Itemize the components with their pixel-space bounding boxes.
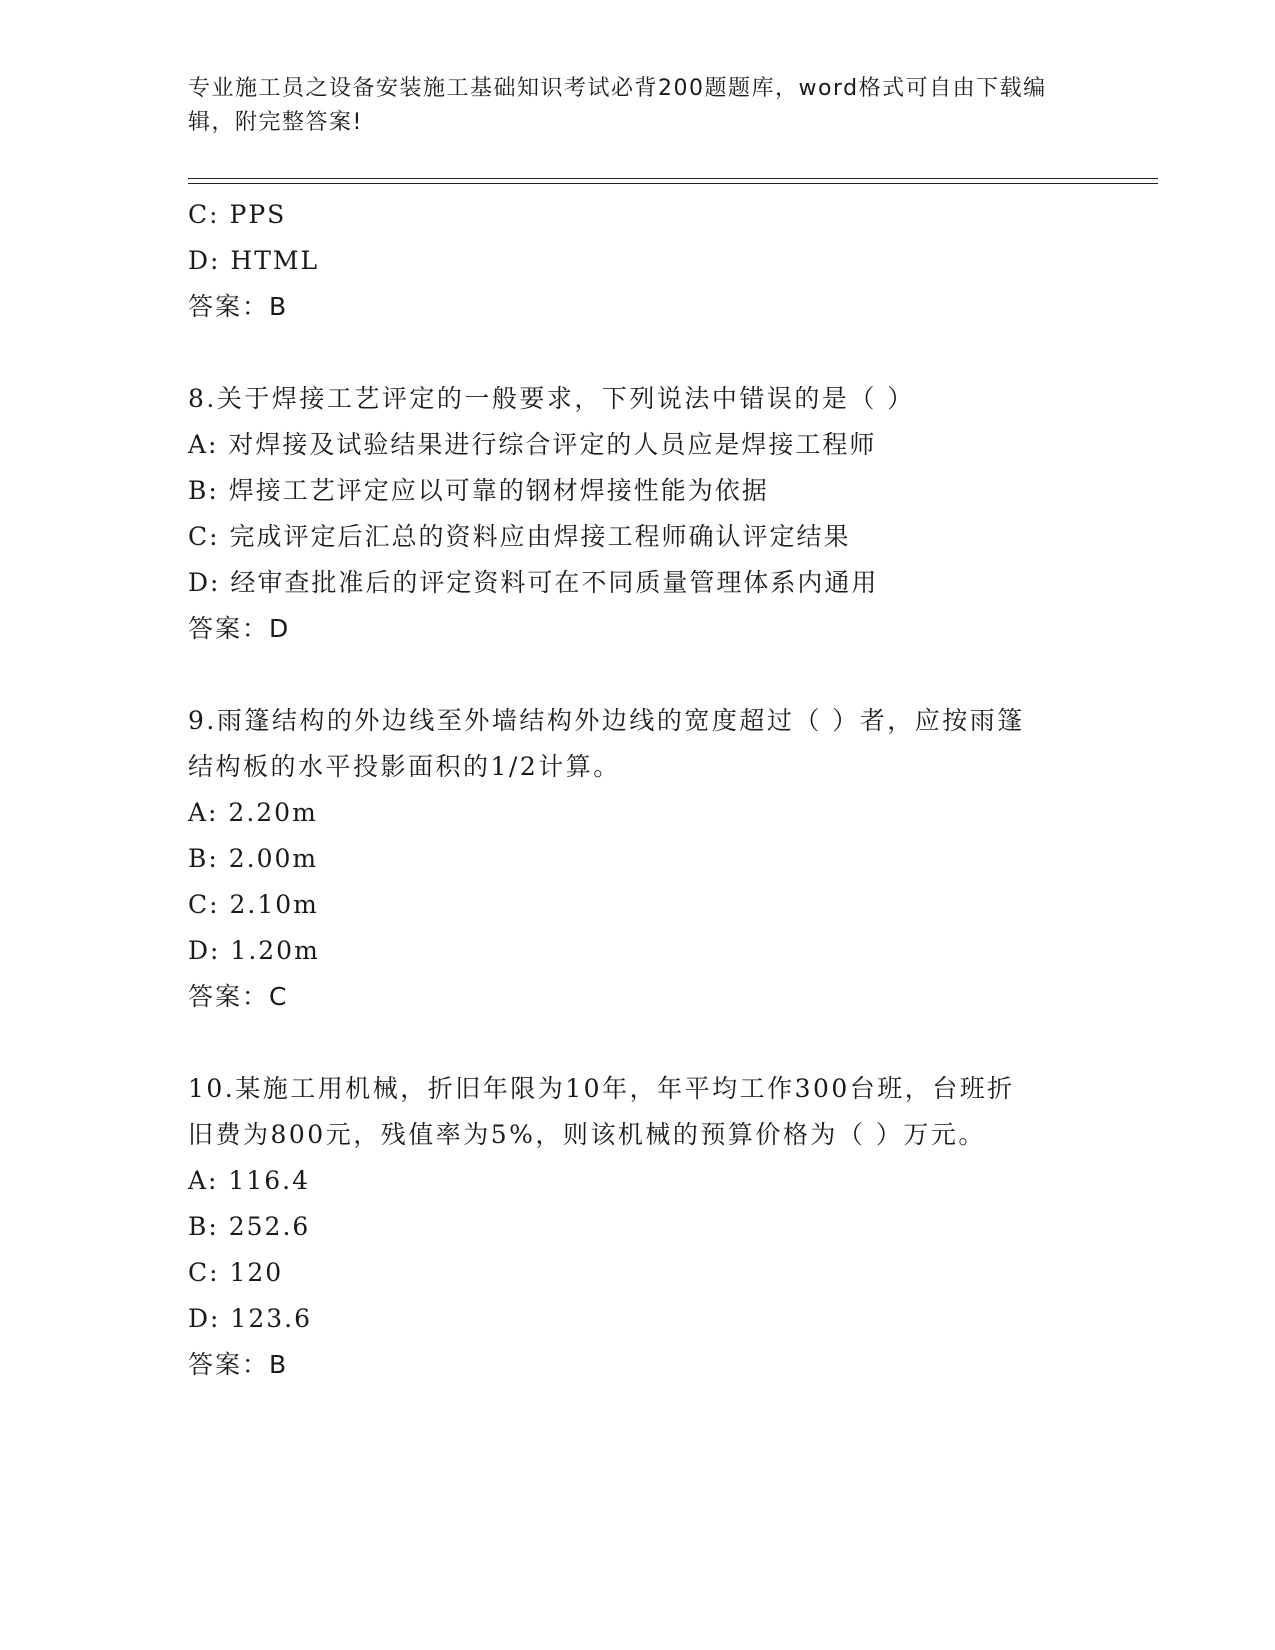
question-text: 9.雨篷结构的外边线至外墙结构外边线的宽度超过（ ）者，应按雨篷 结构板的水平投影面积的1/2计算。	[188, 706, 1025, 781]
option-d: D: 经审查批准后的评定资料可在不同质量管理体系内通用	[188, 568, 879, 597]
option-a: A: 2.20m	[188, 798, 318, 827]
carryover-block	[188, 192, 1088, 330]
option-b: B: 焊接工艺评定应以可靠的钢材焊接性能为依据	[188, 476, 769, 505]
option-d: D: HTML	[188, 246, 320, 275]
question-list	[188, 192, 1088, 1388]
question-9	[188, 698, 1088, 1020]
option-c: C: 2.10m	[188, 890, 319, 919]
answer-line: 答案：D	[188, 614, 291, 643]
option-d: D: 123.6	[188, 1304, 312, 1333]
answer-line: 答案：B	[188, 292, 289, 321]
question-text: 10.某施工用机械，折旧年限为10年，年平均工作300台班，台班折 旧费为800元，残值率为5%，则该机械的预算价格为（ ）万元。	[188, 1074, 1015, 1149]
question-text: 8.关于焊接工艺评定的一般要求，下列说法中错误的是（ ）	[188, 384, 915, 413]
option-a: A: 对焊接及试验结果进行综合评定的人员应是焊接工程师	[188, 430, 877, 459]
option-b: B: 2.00m	[188, 844, 319, 873]
option-b: B: 252.6	[188, 1212, 311, 1241]
option-c: C: 120	[188, 1258, 284, 1287]
header-divider-bottom	[188, 183, 1158, 184]
document-header: 专业施工员之设备安装施工基础知识考试必背200题题库，word格式可自由下载编辑，附完整答案!	[188, 76, 1047, 135]
question-8	[188, 376, 1088, 652]
option-d: D: 1.20m	[188, 936, 320, 965]
answer-line: 答案：B	[188, 1350, 289, 1379]
header-divider-top	[188, 178, 1158, 179]
option-c: C: 完成评定后汇总的资料应由焊接工程师确认评定结果	[188, 522, 851, 551]
question-10	[188, 1066, 1088, 1388]
option-a: A: 116.4	[188, 1166, 310, 1195]
answer-line: 答案：C	[188, 982, 289, 1011]
option-c: C: PPS	[188, 200, 287, 229]
